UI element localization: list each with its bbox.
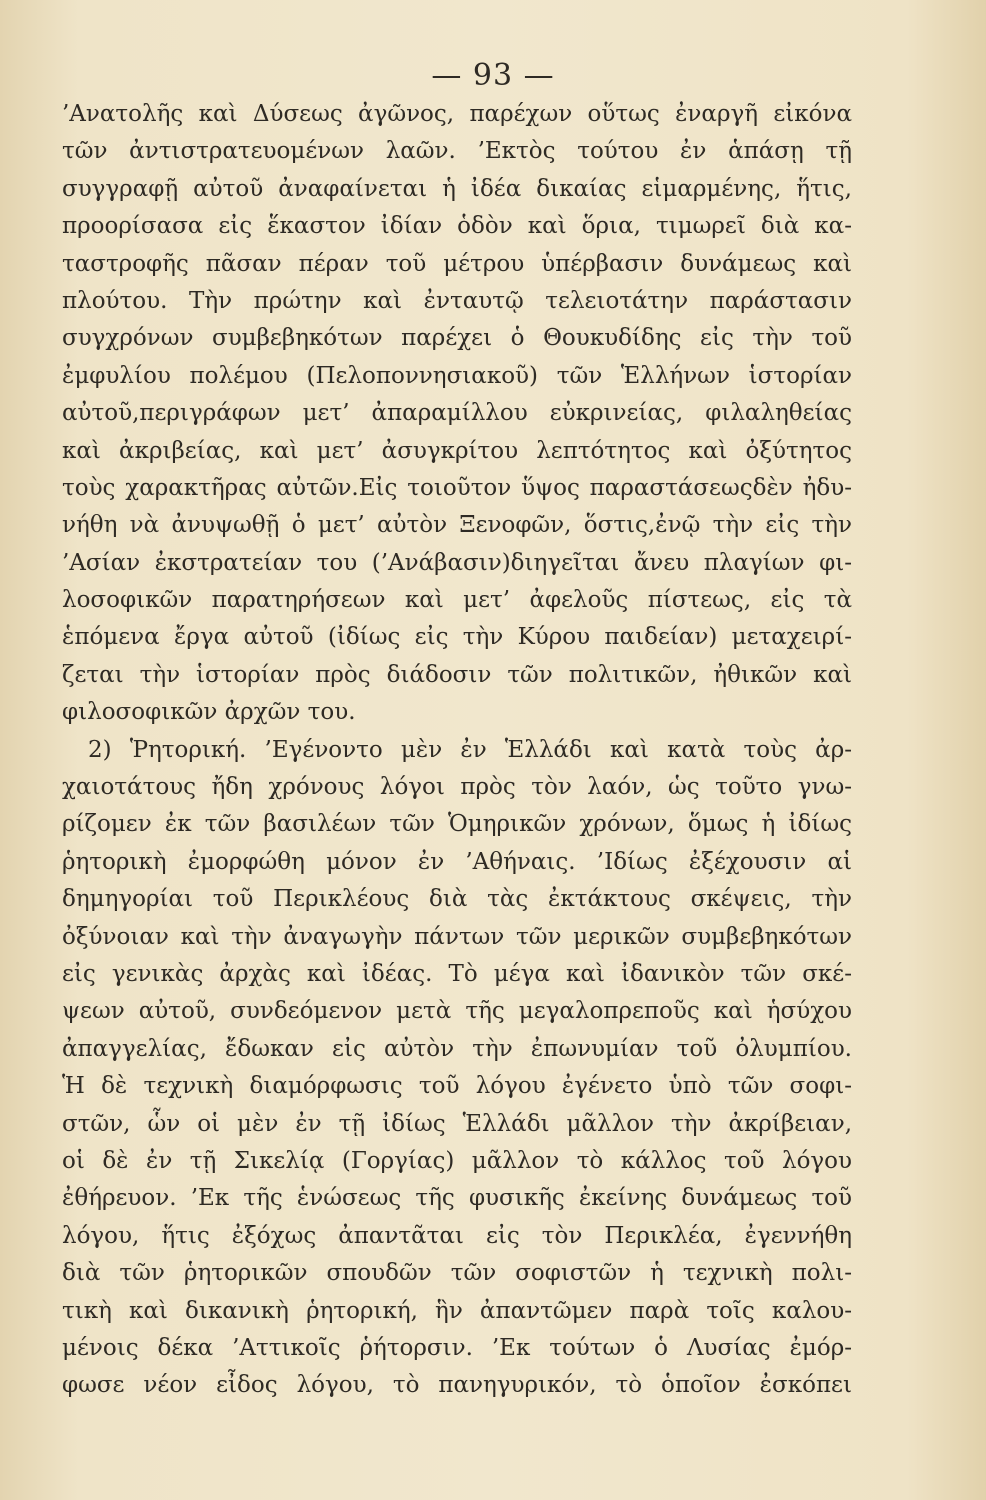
text-line: ταστροφῆς πᾶσαν πέραν τοῦ μέτρου ὑπέρβασιν δυνάμεως καὶ [62,250,852,277]
body-text [62,96,852,1405]
text-line: λόγου, ἥτις ἐξόχως ἀπαντᾶται εἰς τὸν Περικλέα, ἐγεννήθη [62,1222,852,1249]
text-line: φωσε νέον εἶδος λόγου, τὸ πανηγυρικόν, τὸ ὁποῖον ἐσκόπει [62,1372,852,1399]
text-line: νήθη νὰ ἀνυψωθῇ ὁ μετ’ αὐτὸν Ξενοφῶν, ὅστις,ἐνῷ τὴν εἰς τὴν [62,512,852,539]
text-line: λοσοφικῶν παρατηρήσεων καὶ μετ’ ἀφελοῦς πίστεως, εἰς τὰ [62,587,852,614]
text-line: πλούτου. Τὴν πρώτην καὶ ἐνταυτῷ τελειοτάτην παράστασιν [62,287,852,314]
text-line: μένοις δέκα ’Αττικοῖς ῥήτορσιν. ’Εκ τούτων ὁ Λυσίας ἐμόρ- [62,1334,852,1361]
text-line: ὀξύνοιαν καὶ τὴν ἀναγωγὴν πάντων τῶν μερικῶν συμβεβηκότων [62,923,852,950]
text-line: τῶν ἀντιστρατευομένων λαῶν. ’Εκτὸς τούτου ἐν ἁπάσῃ τῇ [62,138,852,165]
text-line: ’Ασίαν ἐκστρατείαν του (’Ανάβασιν)διηγεῖται ἄνευ πλαγίων φι- [62,549,852,576]
page-number: — 93 — [431,58,555,93]
text-line: χαιοτάτους ἤδη χρόνους λόγοι πρὸς τὸν λαόν, ὡς τοῦτο γνω- [62,774,852,801]
text-line: οἱ δὲ ἐν τῇ Σικελίᾳ (Γοργίας) μᾶλλον τὸ κάλλος τοῦ λόγου [62,1147,852,1174]
text-line: φιλοσοφικῶν ἀρχῶν του. [62,699,356,726]
text-line: ψεων αὐτοῦ, συνδεόμενον μετὰ τῆς μεγαλοπρεποῦς καὶ ἡσύχου [62,998,852,1025]
text-line: ζεται τὴν ἱστορίαν πρὸς διάδοσιν τῶν πολιτικῶν, ἠθικῶν καὶ [62,661,852,688]
text-line: καὶ ἀκριβείας, καὶ μετ’ ἀσυγκρίτου λεπτότητος καὶ ὀξύτητος [62,437,852,464]
text-line: εἰς γενικὰς ἀρχὰς καὶ ἰδέας. Τὸ μέγα καὶ ἰδανικὸν τῶν σκέ- [62,960,852,987]
text-line: διὰ τῶν ῥητορικῶν σπουδῶν τῶν σοφιστῶν ἡ τεχνικὴ πολι- [62,1260,852,1287]
text-line: ῥητορικὴ ἐμορφώθη μόνον ἐν ’Αθήναις. ’Ιδίως ἐξέχουσιν αἱ [62,848,852,875]
text-line: ἀπαγγελίας, ἔδωκαν εἰς αὐτὸν τὴν ἐπωνυμίαν τοῦ ὀλυμπίου. [62,1035,852,1062]
text-line: συγγραφῇ αὐτοῦ ἀναφαίνεται ἡ ἰδέα δικαίας εἱμαρμένης, ἥτις, [62,175,852,202]
text-line: τοὺς χαρακτῆρας αὐτῶν.Εἰς τοιοῦτον ὕψος παραστάσεωςδὲν ἠδυ- [62,474,852,501]
text-line: στῶν, ὧν οἱ μὲν ἐν τῇ ἰδίως Ἑλλάδι μᾶλλον τὴν ἀκρίβειαν, [62,1110,852,1137]
text-line: ἐθήρευον. ’Εκ τῆς ἑνώσεως τῆς φυσικῆς ἐκείνης δυνάμεως τοῦ [62,1185,852,1212]
text-line: ρίζομεν ἐκ τῶν βασιλέων τῶν Ὁμηρικῶν χρόνων, ὅμως ἡ ἰδίως [62,811,852,838]
section-heading-line: 2) Ῥητορική. ’Εγένοντο μὲν ἐν Ἑλλάδι καὶ κατὰ τοὺς ἀρ- [88,736,852,763]
text-line: προορίσασα εἰς ἕκαστον ἰδίαν ὁδὸν καὶ ὅρια, τιμωρεῖ διὰ κα- [62,213,852,240]
text-line: ἐμφυλίου πολέμου (Πελοποννησιακοῦ) τῶν Ἑλλήνων ἱστορίαν [62,362,852,389]
text-line: συγχρόνων συμβεβηκότων παρέχει ὁ Θουκυδίδης εἰς τὴν τοῦ [62,325,852,352]
text-line: ἑπόμενα ἔργα αὐτοῦ (ἰδίως εἰς τὴν Κύρου παιδείαν) μεταχειρί- [62,624,852,651]
text-line: Ἡ δὲ τεχνικὴ διαμόρφωσις τοῦ λόγου ἐγένετο ὑπὸ τῶν σοφι- [62,1073,852,1100]
text-line: τικὴ καὶ δικανικὴ ῥητορική, ἣν ἀπαντῶμεν παρὰ τοῖς καλου- [62,1297,852,1324]
text-line: δημηγορίαι τοῦ Περικλέους διὰ τὰς ἐκτάκτους σκέψεις, τὴν [62,886,852,913]
text-line: αὐτοῦ,περιγράφων μετ’ ἀπαραμίλλου εὐκρινείας, φιλαληθείας [62,400,852,427]
text-line: ’Ανατολῆς καὶ Δύσεως ἀγῶνος, παρέχων οὕτως ἐναργῆ εἰκόνα [62,101,852,127]
